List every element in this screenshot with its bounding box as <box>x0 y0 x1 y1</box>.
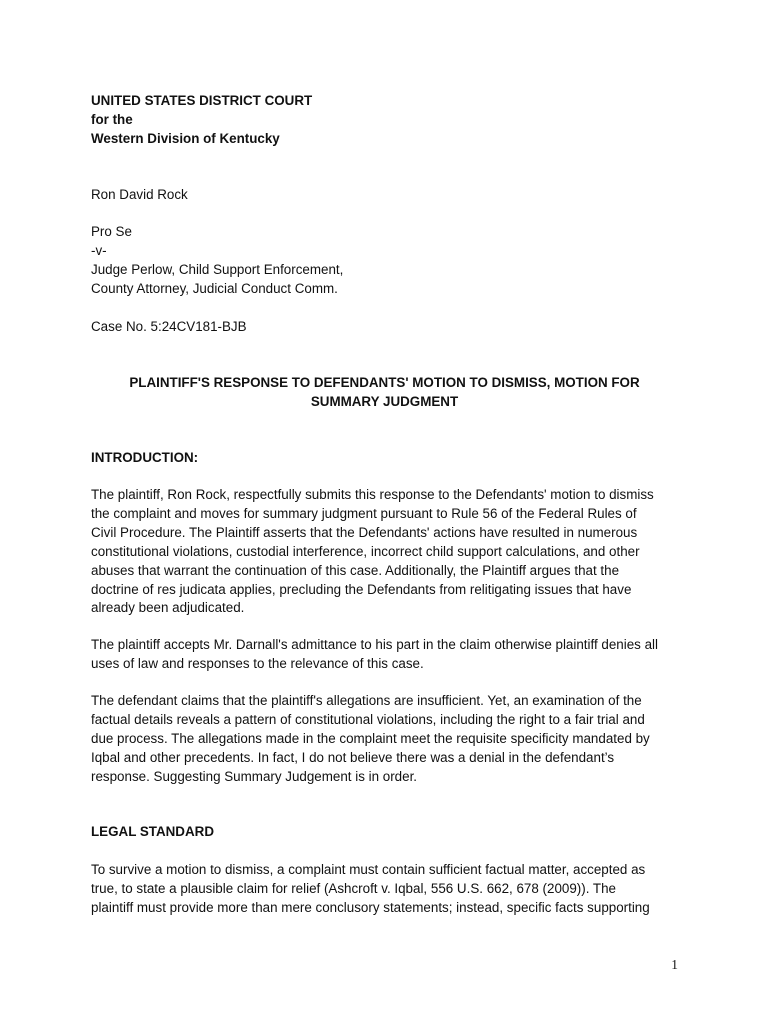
text-line: the complaint and moves for summary judgment pursuant to Rule 56 of the Federal Rules of <box>91 505 637 521</box>
document-title-line-2: SUMMARY JUDGMENT <box>310 393 459 409</box>
document-title <box>91 374 678 412</box>
document-title-line-1: PLAINTIFF'S RESPONSE TO DEFENDANTS' MOTION TO DISMISS, MOTION FOR <box>129 375 640 390</box>
defendants-line-1: Judge Perlow, Child Support Enforcement, <box>91 261 344 277</box>
legal-standard-heading: LEGAL STANDARD <box>91 824 214 839</box>
text-line: true, to state a plausible claim for relief (Ashcroft v. Iqbal, 556 U.S. 662, 678 (2009)). The <box>91 880 616 896</box>
text-line: The plaintiff accepts Mr. Darnall's admittance to his part in the claim otherwise plaintiff denies all <box>91 637 658 652</box>
text-line: Civil Procedure. The Plaintiff asserts that the Defendants' actions have resulted in numerous <box>91 524 638 540</box>
page-number: 1 <box>671 957 678 972</box>
text-line: The plaintiff, Ron Rock, respectfully submits this response to the Defendants' motion to dismiss <box>91 487 654 502</box>
text-line: factual details reveals a pattern of constitutional violations, including the right to a fair trial and <box>91 711 645 727</box>
introduction-heading: INTRODUCTION: <box>91 450 199 465</box>
text-line: Iqbal and other precedents. In fact, I do not believe there was a denial in the defendant’s <box>91 749 615 765</box>
defendants-line-2: County Attorney, Judicial Conduct Comm. <box>91 280 338 296</box>
parties-block <box>91 223 678 299</box>
text-line: constitutional violations, custodial interference, incorrect child support calculations, and other <box>91 543 640 559</box>
text-line: uses of law and responses to the relevance of this case. <box>91 655 424 671</box>
text-line: doctrine of res judicata applies, precluding the Defendants from relitigating issues that have <box>91 581 632 597</box>
court-division: Western Division of Kentucky <box>91 130 280 146</box>
pro-se-label: Pro Se <box>91 224 132 239</box>
text-line: To survive a motion to dismiss, a complaint must contain sufficient factual matter, accepted as <box>91 862 646 877</box>
text-line: already been adjudicated. <box>91 600 245 616</box>
text-line: plaintiff must provide more than mere conclusory statements; instead, specific facts supporting <box>91 899 650 915</box>
text-line: due process. The allegations made in the complaint meet the requisite specificity mandated by <box>91 730 650 746</box>
introduction-paragraph-1 <box>91 486 678 618</box>
text-line: response. Suggesting Summary Judgement is in order. <box>91 768 418 784</box>
versus-label: -v- <box>91 242 107 258</box>
text-line: The defendant claims that the plaintiff's allegations are insufficient. Yet, an examination of the <box>91 693 642 708</box>
text-line: abuses that warrant the continuation of this case. Additionally, the Plaintiff argues that the <box>91 562 620 578</box>
introduction-paragraph-2 <box>91 636 678 674</box>
legal-standard-paragraph-1 <box>91 861 678 918</box>
court-for-the: for the <box>91 111 133 127</box>
case-number: Case No. 5:24CV181-BJB <box>91 319 247 334</box>
plaintiff-name: Ron David Rock <box>91 187 188 202</box>
court-header <box>91 92 678 149</box>
introduction-paragraph-3 <box>91 692 678 787</box>
court-name: UNITED STATES DISTRICT COURT <box>91 93 313 108</box>
